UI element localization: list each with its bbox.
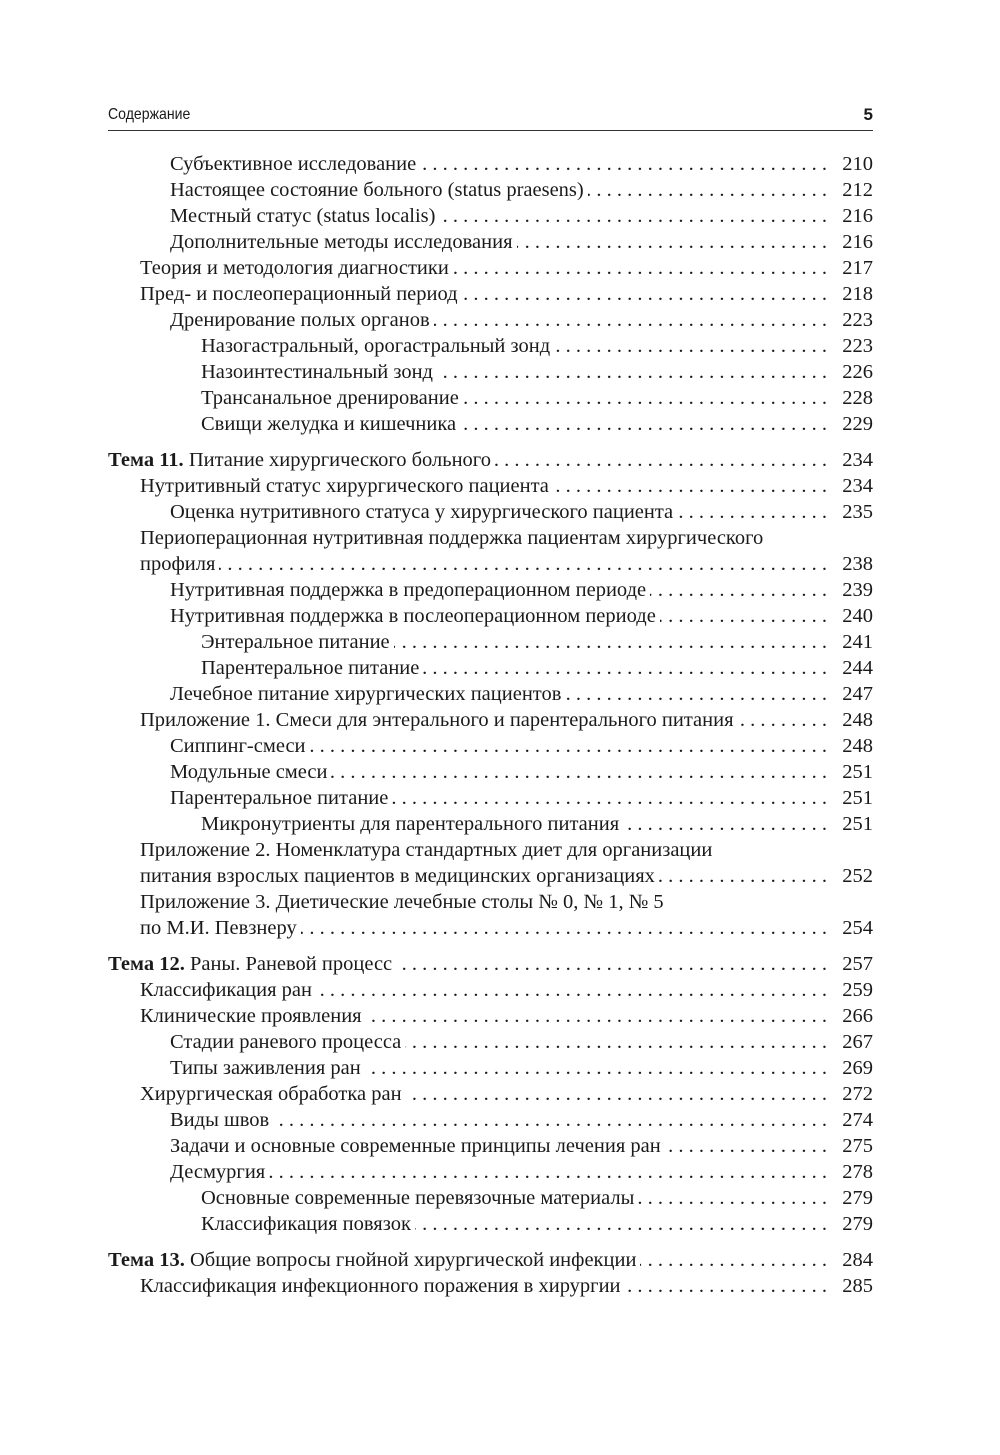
toc-entry-text: Назоинтестинальный зонд bbox=[201, 361, 433, 383]
toc-entry-text: Теория и методология диагностики bbox=[140, 257, 449, 279]
toc-entry-text: Пред- и послеоперационный период bbox=[140, 283, 458, 305]
toc-entry-text: Дополнительные методы исследования bbox=[170, 231, 513, 253]
toc-entry-text: Хирургическая обработка ран bbox=[140, 1083, 402, 1105]
toc-entry[interactable] bbox=[108, 733, 873, 759]
toc-entry-text: Стадии раневого процесса bbox=[170, 1031, 402, 1053]
toc-entry[interactable] bbox=[108, 151, 873, 177]
toc-entry-text: Сиппинг-смеси bbox=[170, 735, 306, 757]
toc-page-number: 241 bbox=[842, 631, 873, 653]
dot-leader bbox=[406, 1081, 827, 1107]
toc-entry-title bbox=[170, 151, 416, 177]
toc-entry[interactable] bbox=[108, 1159, 873, 1185]
dot-leader bbox=[365, 1055, 827, 1081]
toc-page-number: 217 bbox=[842, 257, 873, 279]
toc-page-number: 267 bbox=[842, 1031, 873, 1053]
toc-entry-title bbox=[140, 707, 734, 733]
toc-entry-first-line[interactable]: Приложение 2. Номенклатура стандартных диет для организации bbox=[140, 839, 713, 861]
topic-number: Тема 13. bbox=[108, 1249, 185, 1271]
toc-entry-text: Парентеральное питание bbox=[170, 787, 389, 809]
toc-entry-title bbox=[170, 1107, 269, 1133]
toc-entry-text: Энтеральное питание bbox=[201, 631, 390, 653]
toc-entry-title bbox=[170, 203, 436, 229]
dot-leader bbox=[219, 551, 827, 577]
toc-page-number: 285 bbox=[842, 1275, 873, 1297]
toc-entry-title bbox=[201, 1185, 634, 1211]
toc-entry-title bbox=[170, 785, 388, 811]
toc-entry[interactable] bbox=[108, 1185, 873, 1211]
toc-entry-text: Основные современные перевязочные материалы bbox=[201, 1187, 635, 1209]
dot-leader bbox=[677, 499, 827, 525]
dot-leader bbox=[625, 1273, 827, 1299]
toc-page-number: 212 bbox=[842, 179, 873, 201]
topic-number: Тема 12. bbox=[108, 953, 185, 975]
toc-entry[interactable] bbox=[108, 1247, 873, 1273]
toc-entry-title bbox=[140, 1273, 621, 1299]
toc-entry[interactable] bbox=[108, 811, 873, 837]
toc-entry-text: Местный статус (status localis) bbox=[170, 205, 436, 227]
toc-page-number: 269 bbox=[842, 1057, 873, 1079]
toc-entry[interactable] bbox=[108, 915, 873, 941]
toc-entry-text: Раны. Раневой процесс bbox=[189, 953, 393, 975]
toc-entry[interactable] bbox=[108, 629, 873, 655]
toc-entry[interactable] bbox=[108, 1107, 873, 1133]
toc-page-number: 284 bbox=[842, 1249, 873, 1271]
toc-entry-title bbox=[201, 359, 433, 385]
dot-leader bbox=[554, 333, 827, 359]
table-of-contents bbox=[108, 151, 873, 1309]
toc-page-number: 216 bbox=[842, 205, 873, 227]
toc-section bbox=[108, 151, 873, 437]
toc-entry[interactable] bbox=[108, 977, 873, 1003]
toc-entry-text: Десмургия bbox=[170, 1161, 266, 1183]
toc-entry-text: Приложение 1. Смеси для энтерального и парентерального питания bbox=[140, 709, 734, 731]
dot-leader bbox=[453, 255, 827, 281]
dot-leader bbox=[415, 1211, 827, 1237]
toc-entry[interactable] bbox=[108, 1003, 873, 1029]
toc-entry-title bbox=[140, 473, 549, 499]
toc-entry-title bbox=[170, 577, 646, 603]
toc-entry-title bbox=[170, 307, 430, 333]
toc-page-number: 248 bbox=[842, 735, 873, 757]
toc-entry-text: Виды швов bbox=[170, 1109, 270, 1131]
toc-entry-title bbox=[108, 1247, 636, 1273]
toc-entry-title bbox=[170, 499, 673, 525]
toc-entry-title bbox=[140, 915, 297, 941]
toc-page-number: 248 bbox=[842, 709, 873, 731]
toc-page-number: 251 bbox=[842, 787, 873, 809]
dot-leader bbox=[273, 1107, 827, 1133]
toc-page-number: 223 bbox=[842, 335, 873, 357]
toc-entry-text: Клинические проявления bbox=[140, 1005, 362, 1027]
toc-page-number: 279 bbox=[842, 1187, 873, 1209]
toc-page-number: 210 bbox=[842, 153, 873, 175]
toc-entry-text: по М.И. Певзнеру bbox=[140, 917, 297, 939]
toc-page-number: 254 bbox=[842, 917, 873, 939]
toc-entry[interactable] bbox=[108, 1211, 873, 1237]
toc-entry-text: Оценка нутритивного статуса у хирургического пациента bbox=[170, 501, 674, 523]
toc-entry-text: Дренирование полых органов bbox=[170, 309, 430, 331]
toc-entry-text: Лечебное питание хирургических пациентов bbox=[170, 683, 562, 705]
dot-leader bbox=[738, 707, 827, 733]
dot-leader bbox=[463, 385, 827, 411]
running-header bbox=[108, 104, 873, 131]
toc-entry[interactable] bbox=[108, 333, 873, 359]
dot-leader bbox=[665, 1133, 827, 1159]
dot-leader bbox=[553, 473, 827, 499]
dot-leader bbox=[640, 1247, 827, 1273]
toc-entry-title bbox=[201, 411, 456, 437]
toc-page-number: 259 bbox=[842, 979, 873, 1001]
toc-page-number: 251 bbox=[842, 813, 873, 835]
toc-entry-text: Нутритивная поддержка в предоперационном периоде bbox=[170, 579, 647, 601]
toc-page-number: 234 bbox=[842, 449, 873, 471]
toc-entry-first-line[interactable]: Приложение 3. Диетические лечебные столы № 0, № 1, № 5 bbox=[140, 891, 664, 913]
toc-entry-title bbox=[170, 759, 327, 785]
toc-entry-text: Модульные смеси bbox=[170, 761, 328, 783]
toc-entry-text: Субъективное исследование bbox=[170, 153, 417, 175]
toc-page-number: 216 bbox=[842, 231, 873, 253]
toc-section bbox=[108, 1247, 873, 1299]
toc-page-number: 239 bbox=[842, 579, 873, 601]
toc-entry-title bbox=[170, 1055, 361, 1081]
toc-entry-text: Свищи желудка и кишечника bbox=[201, 413, 457, 435]
dot-leader bbox=[460, 411, 827, 437]
page-number: 5 bbox=[863, 105, 873, 124]
toc-entry-title bbox=[170, 733, 306, 759]
topic-number: Тема 11. bbox=[108, 449, 184, 471]
toc-entry-title bbox=[201, 655, 419, 681]
toc-entry-title bbox=[140, 977, 312, 1003]
toc-entry-title bbox=[108, 951, 392, 977]
dot-leader bbox=[269, 1159, 827, 1185]
toc-entry[interactable] bbox=[108, 411, 873, 437]
dot-leader bbox=[659, 863, 827, 889]
toc-page-number: 234 bbox=[842, 475, 873, 497]
toc-entry[interactable] bbox=[108, 785, 873, 811]
toc-entry[interactable] bbox=[108, 1273, 873, 1299]
toc-entry-title bbox=[170, 1029, 401, 1055]
toc-entry-text: Нутритивный статус хирургического пациента bbox=[140, 475, 549, 497]
dot-leader bbox=[405, 1029, 827, 1055]
toc-page-number: 278 bbox=[842, 1161, 873, 1183]
dot-leader bbox=[310, 733, 827, 759]
toc-entry[interactable] bbox=[108, 473, 873, 499]
dot-leader bbox=[420, 151, 827, 177]
toc-entry-text: Классификация инфекционного поражения в хирургии bbox=[140, 1275, 621, 1297]
toc-entry[interactable] bbox=[108, 307, 873, 333]
toc-entry[interactable] bbox=[108, 1055, 873, 1081]
toc-entry-title bbox=[201, 385, 459, 411]
dot-leader bbox=[462, 281, 827, 307]
dot-leader bbox=[517, 229, 828, 255]
toc-page-number: 228 bbox=[842, 387, 873, 409]
toc-page-number: 274 bbox=[842, 1109, 873, 1131]
toc-page-number: 238 bbox=[842, 553, 873, 575]
toc-entry-title bbox=[140, 255, 449, 281]
toc-entry[interactable] bbox=[108, 707, 873, 733]
toc-entry-title bbox=[201, 1211, 411, 1237]
toc-entry-title bbox=[140, 1003, 362, 1029]
toc-entry-text: профиля bbox=[140, 553, 216, 575]
toc-entry-title bbox=[170, 1159, 265, 1185]
toc-entry[interactable] bbox=[108, 229, 873, 255]
toc-page-number: 251 bbox=[842, 761, 873, 783]
toc-entry-title bbox=[201, 333, 550, 359]
toc-page-number: 235 bbox=[842, 501, 873, 523]
dot-leader bbox=[638, 1185, 827, 1211]
toc-entry[interactable] bbox=[108, 359, 873, 385]
toc-entry-title bbox=[140, 863, 655, 889]
toc-entry-title bbox=[140, 1081, 402, 1107]
toc-page-number: 229 bbox=[842, 413, 873, 435]
toc-entry-text: Классификация повязок bbox=[201, 1213, 411, 1235]
toc-entry[interactable] bbox=[108, 551, 873, 577]
toc-entry-text: Парентеральное питание bbox=[201, 657, 420, 679]
toc-entry-title bbox=[170, 603, 656, 629]
toc-entry[interactable] bbox=[108, 255, 873, 281]
toc-page-number: 266 bbox=[842, 1005, 873, 1027]
toc-page-number: 223 bbox=[842, 309, 873, 331]
toc-page-number: 272 bbox=[842, 1083, 873, 1105]
dot-leader bbox=[440, 203, 828, 229]
toc-entry-title bbox=[170, 177, 584, 203]
toc-section bbox=[108, 447, 873, 941]
dot-leader bbox=[316, 977, 827, 1003]
toc-entry[interactable] bbox=[108, 577, 873, 603]
toc-page-number: 275 bbox=[842, 1135, 873, 1157]
toc-entry[interactable] bbox=[108, 499, 873, 525]
toc-entry[interactable] bbox=[108, 863, 873, 889]
toc-page-number: 218 bbox=[842, 283, 873, 305]
toc-entry-text: Нутритивная поддержка в послеоперационном периоде bbox=[170, 605, 656, 627]
dot-leader bbox=[394, 629, 827, 655]
toc-entry-title bbox=[108, 447, 491, 473]
toc-entry-first-line[interactable]: Периоперационная нутритивная поддержка пациентам хирургического bbox=[140, 527, 764, 549]
toc-entry[interactable] bbox=[108, 1029, 873, 1055]
toc-entry[interactable] bbox=[108, 759, 873, 785]
toc-page-number: 257 bbox=[842, 953, 873, 975]
toc-entry-text: Питание хирургического больного bbox=[188, 449, 491, 471]
toc-entry-text: Трансанальное дренирование bbox=[201, 387, 459, 409]
toc-entry-text: Микронутриенты для парентерального питания bbox=[201, 813, 620, 835]
toc-entry-title bbox=[170, 1133, 661, 1159]
running-header-title: Содержание bbox=[108, 106, 191, 123]
toc-page-number: 279 bbox=[842, 1213, 873, 1235]
dot-leader bbox=[437, 359, 827, 385]
dot-leader bbox=[392, 785, 827, 811]
dot-leader bbox=[660, 603, 827, 629]
toc-page-number: 252 bbox=[842, 865, 873, 887]
toc-section bbox=[108, 951, 873, 1237]
toc-entry-title bbox=[201, 811, 619, 837]
toc-entry-title bbox=[140, 281, 458, 307]
toc-entry[interactable] bbox=[108, 681, 873, 707]
dot-leader bbox=[423, 655, 827, 681]
toc-entry[interactable] bbox=[108, 447, 873, 473]
dot-leader bbox=[650, 577, 827, 603]
toc-entry-title bbox=[170, 681, 561, 707]
toc-entry-text: Общие вопросы гнойной хирургической инфекции bbox=[189, 1249, 637, 1271]
dot-leader bbox=[301, 915, 827, 941]
toc-entry[interactable] bbox=[108, 603, 873, 629]
toc-entry-title bbox=[201, 629, 390, 655]
toc-entry-title bbox=[170, 229, 513, 255]
toc-entry[interactable] bbox=[108, 1081, 873, 1107]
toc-entry-text: питания взрослых пациентов в медицинских организациях bbox=[140, 865, 655, 887]
dot-leader bbox=[396, 951, 827, 977]
toc-entry[interactable] bbox=[108, 655, 873, 681]
toc-page-number: 247 bbox=[842, 683, 873, 705]
toc-page-number: 240 bbox=[842, 605, 873, 627]
toc-entry-text: Настоящее состояние больного (status praesens) bbox=[170, 179, 584, 201]
toc-entry-text: Классификация ран bbox=[140, 979, 312, 1001]
toc-entry-text: Задачи и основные современные принципы лечения ран bbox=[170, 1135, 661, 1157]
toc-entry-text: Назогастральный, орогастральный зонд bbox=[201, 335, 551, 357]
toc-page-number: 226 bbox=[842, 361, 873, 383]
dot-leader bbox=[434, 307, 827, 333]
dot-leader bbox=[623, 811, 827, 837]
toc-entry-text: Типы заживления ран bbox=[170, 1057, 361, 1079]
toc-entry[interactable] bbox=[108, 281, 873, 307]
dot-leader bbox=[588, 177, 827, 203]
toc-entry[interactable] bbox=[108, 951, 873, 977]
dot-leader bbox=[331, 759, 827, 785]
toc-entry[interactable] bbox=[108, 385, 873, 411]
toc-entry[interactable] bbox=[108, 177, 873, 203]
dot-leader bbox=[495, 447, 827, 473]
toc-entry[interactable] bbox=[108, 203, 873, 229]
dot-leader bbox=[366, 1003, 827, 1029]
toc-entry-title bbox=[140, 551, 215, 577]
toc-entry[interactable] bbox=[108, 1133, 873, 1159]
toc-page-number: 244 bbox=[842, 657, 873, 679]
dot-leader bbox=[565, 681, 827, 707]
